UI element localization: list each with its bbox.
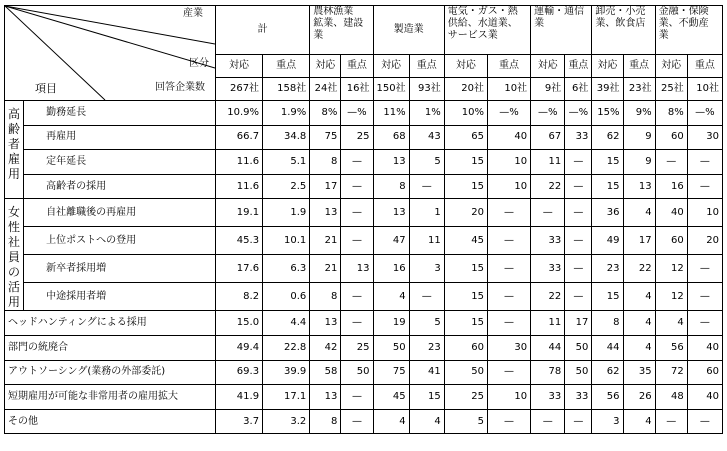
- value-cell: —%: [687, 101, 722, 126]
- value-cell: —: [487, 255, 530, 283]
- value-cell: 13: [623, 174, 655, 199]
- group-label-char: 用: [8, 167, 21, 181]
- group-label-cell: [5, 199, 24, 311]
- value-cell: —: [409, 174, 444, 199]
- value-cell: 16: [655, 174, 687, 199]
- value-cell: —: [655, 150, 687, 175]
- group-label-char: 活: [8, 280, 21, 295]
- value-cell: —: [487, 199, 530, 227]
- row-label: その他: [5, 409, 216, 434]
- value-cell: 10: [687, 199, 722, 227]
- industry-transport-label: 運輸・通信 業: [534, 6, 585, 29]
- value-cell: —: [565, 174, 592, 199]
- value-cell: 60: [655, 125, 687, 150]
- table-row: [5, 150, 723, 175]
- juten-header: 重点: [263, 55, 310, 78]
- kubun-label: 区分: [189, 58, 209, 69]
- diagonal-header-cell: [5, 6, 216, 101]
- value-cell: —: [341, 174, 373, 199]
- value-cell: —%: [565, 101, 592, 126]
- value-cell: —: [565, 150, 592, 175]
- row-label: 中途採用者増: [24, 283, 216, 311]
- value-cell: 50: [373, 335, 409, 360]
- juten-header: 重点: [487, 55, 530, 78]
- value-cell: 43: [409, 125, 444, 150]
- value-cell: 69.3: [215, 360, 262, 385]
- value-cell: 4: [373, 283, 409, 311]
- taio-header: 対応: [592, 55, 623, 78]
- value-cell: 11%: [373, 101, 409, 126]
- value-cell: 11.6: [215, 174, 262, 199]
- value-cell: 5: [409, 150, 444, 175]
- value-cell: 48: [655, 385, 687, 410]
- table-row: [5, 101, 723, 126]
- value-cell: 56: [655, 335, 687, 360]
- value-cell: 17.1: [263, 385, 310, 410]
- value-cell: 33: [531, 227, 565, 255]
- table-row: [5, 409, 723, 434]
- value-cell: 13: [310, 385, 341, 410]
- value-cell: 3.7: [215, 409, 262, 434]
- value-cell: —: [341, 385, 373, 410]
- value-cell: —%: [531, 101, 565, 126]
- value-cell: —: [687, 174, 722, 199]
- row-label: 新卒者採用増: [24, 255, 216, 283]
- value-cell: 66.7: [215, 125, 262, 150]
- row-label: 高齢者の採用: [24, 174, 216, 199]
- row-label: 勤務延長: [24, 101, 216, 126]
- value-cell: —: [687, 311, 722, 336]
- table-row: [5, 174, 723, 199]
- table-row: [5, 199, 723, 227]
- value-cell: 4: [623, 199, 655, 227]
- value-cell: 4: [373, 409, 409, 434]
- value-cell: —: [487, 283, 530, 311]
- row-label: アウトソーシング(業務の外部委託): [5, 360, 216, 385]
- value-cell: 15: [444, 150, 487, 175]
- value-cell: 26: [623, 385, 655, 410]
- value-cell: 75: [310, 125, 341, 150]
- value-cell: 49.4: [215, 335, 262, 360]
- value-cell: —: [687, 150, 722, 175]
- value-cell: —: [487, 409, 530, 434]
- value-cell: —: [341, 199, 373, 227]
- industry-finance-label: 金融・保険 業、不動産 業: [658, 6, 709, 41]
- row-label: 自社離職後の再雇用: [24, 199, 216, 227]
- taio-header: 対応: [531, 55, 565, 78]
- value-cell: 0.6: [263, 283, 310, 311]
- komoku-label: 項目: [35, 82, 57, 95]
- value-cell: 15.0: [215, 311, 262, 336]
- value-cell: 33: [531, 255, 565, 283]
- value-cell: 19.1: [215, 199, 262, 227]
- value-cell: 41.9: [215, 385, 262, 410]
- value-cell: —: [565, 255, 592, 283]
- value-cell: —: [341, 150, 373, 175]
- taio-header: 対応: [310, 55, 341, 78]
- industry-agri: [310, 6, 373, 55]
- group-label-char: 高: [8, 107, 21, 121]
- value-cell: 62: [592, 125, 623, 150]
- value-cell: 4: [655, 311, 687, 336]
- value-cell: 9: [623, 125, 655, 150]
- value-cell: 30: [687, 125, 722, 150]
- value-cell: 17.6: [215, 255, 262, 283]
- value-cell: 17: [565, 311, 592, 336]
- value-cell: 4.4: [263, 311, 310, 336]
- count-cell: 39社: [592, 78, 623, 101]
- value-cell: 40: [487, 125, 530, 150]
- value-cell: 45.3: [215, 227, 262, 255]
- industry-agri-label: 農林漁業 鉱業、建設 業: [313, 6, 364, 41]
- value-cell: 40: [655, 199, 687, 227]
- value-cell: 8.2: [215, 283, 262, 311]
- value-cell: 1%: [409, 101, 444, 126]
- group-label-char: 性: [8, 220, 21, 235]
- value-cell: —: [341, 227, 373, 255]
- value-cell: 50: [565, 335, 592, 360]
- industry-manufacturing: 製造業: [373, 6, 444, 55]
- juten-header: 重点: [409, 55, 444, 78]
- group-label-char: 女: [8, 205, 21, 220]
- group-label-char: 雇: [8, 152, 21, 166]
- value-cell: 56: [592, 385, 623, 410]
- value-cell: 23: [592, 255, 623, 283]
- value-cell: 21: [310, 255, 341, 283]
- group-label-char: 齢: [8, 122, 21, 136]
- value-cell: —: [341, 283, 373, 311]
- row-label: ヘッドハンティングによる採用: [5, 311, 216, 336]
- group-label-char: 社: [8, 235, 21, 250]
- table-row: [5, 360, 723, 385]
- value-cell: 33: [565, 125, 592, 150]
- value-cell: —%: [487, 101, 530, 126]
- value-cell: 10%: [444, 101, 487, 126]
- row-label: 上位ポストへの登用: [24, 227, 216, 255]
- row-label: 再雇用: [24, 125, 216, 150]
- value-cell: 20: [444, 199, 487, 227]
- value-cell: 9%: [623, 101, 655, 126]
- value-cell: 3: [409, 255, 444, 283]
- value-cell: 8: [592, 311, 623, 336]
- value-cell: 67: [531, 125, 565, 150]
- value-cell: 15: [444, 283, 487, 311]
- value-cell: 62: [592, 360, 623, 385]
- value-cell: 15: [592, 283, 623, 311]
- count-cell: 10社: [487, 78, 530, 101]
- value-cell: —: [341, 311, 373, 336]
- value-cell: 35: [623, 360, 655, 385]
- value-cell: 15: [592, 174, 623, 199]
- value-cell: 10.9%: [215, 101, 262, 126]
- value-cell: —: [687, 255, 722, 283]
- count-cell: 158社: [263, 78, 310, 101]
- value-cell: —: [565, 199, 592, 227]
- value-cell: 75: [373, 360, 409, 385]
- value-cell: 8%: [655, 101, 687, 126]
- value-cell: 25: [341, 125, 373, 150]
- value-cell: 21: [310, 227, 341, 255]
- count-cell: 23社: [623, 78, 655, 101]
- industry-retail: [592, 6, 655, 55]
- sangyo-label: 産業: [183, 8, 203, 19]
- value-cell: 15: [409, 385, 444, 410]
- count-cell: 93社: [409, 78, 444, 101]
- count-cell: 6社: [565, 78, 592, 101]
- data-body: [5, 101, 723, 434]
- table-row: [5, 385, 723, 410]
- juten-header: 重点: [565, 55, 592, 78]
- value-cell: 10: [487, 150, 530, 175]
- value-cell: 11: [409, 227, 444, 255]
- juten-header: 重点: [687, 55, 722, 78]
- value-cell: 47: [373, 227, 409, 255]
- value-cell: 78: [531, 360, 565, 385]
- value-cell: 8: [310, 409, 341, 434]
- group-label-cell: [5, 101, 24, 199]
- value-cell: 4: [623, 311, 655, 336]
- value-cell: —: [687, 283, 722, 311]
- value-cell: 36: [592, 199, 623, 227]
- group-label-char: 者: [8, 137, 21, 151]
- value-cell: 34.8: [263, 125, 310, 150]
- value-cell: 15: [444, 174, 487, 199]
- value-cell: 8: [310, 283, 341, 311]
- value-cell: 49: [592, 227, 623, 255]
- group-label-char: 用: [8, 295, 21, 310]
- count-cell: 150社: [373, 78, 409, 101]
- value-cell: 30: [487, 335, 530, 360]
- value-cell: —: [487, 227, 530, 255]
- taio-header: 対応: [215, 55, 262, 78]
- industry-transport: [531, 6, 592, 55]
- value-cell: 10: [487, 174, 530, 199]
- value-cell: 2.5: [263, 174, 310, 199]
- group-label-char: の: [8, 265, 21, 280]
- value-cell: —: [487, 360, 530, 385]
- value-cell: 8%: [310, 101, 341, 126]
- value-cell: 13: [373, 199, 409, 227]
- value-cell: —: [687, 409, 722, 434]
- count-cell: 25社: [655, 78, 687, 101]
- count-cell: 20社: [444, 78, 487, 101]
- value-cell: 22: [623, 255, 655, 283]
- value-cell: 22: [531, 283, 565, 311]
- value-cell: —: [487, 311, 530, 336]
- count-cell: 16社: [341, 78, 373, 101]
- value-cell: 44: [592, 335, 623, 360]
- value-cell: 45: [373, 385, 409, 410]
- value-cell: 17: [623, 227, 655, 255]
- value-cell: 65: [444, 125, 487, 150]
- value-cell: —%: [341, 101, 373, 126]
- value-cell: —: [531, 409, 565, 434]
- value-cell: 60: [687, 360, 722, 385]
- value-cell: 4: [623, 409, 655, 434]
- count-cell: 9社: [531, 78, 565, 101]
- value-cell: 58: [310, 360, 341, 385]
- table-row: [5, 227, 723, 255]
- value-cell: 33: [531, 385, 565, 410]
- value-cell: 3: [592, 409, 623, 434]
- value-cell: 13: [341, 255, 373, 283]
- value-cell: —: [655, 409, 687, 434]
- value-cell: 11: [531, 150, 565, 175]
- value-cell: 40: [687, 385, 722, 410]
- value-cell: 50: [565, 360, 592, 385]
- value-cell: 16: [373, 255, 409, 283]
- juten-header: 重点: [623, 55, 655, 78]
- value-cell: 50: [444, 360, 487, 385]
- value-cell: 15: [592, 150, 623, 175]
- value-cell: 12: [655, 283, 687, 311]
- value-cell: —: [565, 409, 592, 434]
- value-cell: 11.6: [215, 150, 262, 175]
- value-cell: 11: [531, 311, 565, 336]
- value-cell: 5: [409, 311, 444, 336]
- value-cell: 1: [409, 199, 444, 227]
- value-cell: 25: [341, 335, 373, 360]
- value-cell: 13: [373, 150, 409, 175]
- value-cell: 1.9%: [263, 101, 310, 126]
- value-cell: 15%: [592, 101, 623, 126]
- juten-header: 重点: [341, 55, 373, 78]
- value-cell: 13: [310, 199, 341, 227]
- value-cell: 10.1: [263, 227, 310, 255]
- value-cell: 4: [409, 409, 444, 434]
- value-cell: 5: [444, 409, 487, 434]
- value-cell: 15: [444, 255, 487, 283]
- value-cell: 22: [531, 174, 565, 199]
- value-cell: 9: [623, 150, 655, 175]
- count-cell: 24社: [310, 78, 341, 101]
- value-cell: 1.9: [263, 199, 310, 227]
- value-cell: —: [409, 283, 444, 311]
- value-cell: 3.2: [263, 409, 310, 434]
- industry-header-row: [5, 6, 723, 55]
- value-cell: 40: [687, 335, 722, 360]
- industry-total: 計: [215, 6, 309, 55]
- value-cell: 44: [531, 335, 565, 360]
- value-cell: 10: [487, 385, 530, 410]
- row-label: 定年延長: [24, 150, 216, 175]
- taio-header: 対応: [373, 55, 409, 78]
- value-cell: 72: [655, 360, 687, 385]
- value-cell: 15: [444, 311, 487, 336]
- value-cell: 19: [373, 311, 409, 336]
- value-cell: 20: [687, 227, 722, 255]
- value-cell: 50: [341, 360, 373, 385]
- value-cell: 23: [409, 335, 444, 360]
- table-row: [5, 255, 723, 283]
- value-cell: —: [341, 409, 373, 434]
- value-cell: 22.8: [263, 335, 310, 360]
- survey-table: [4, 5, 723, 434]
- value-cell: —: [531, 199, 565, 227]
- group-label-char: 員: [8, 250, 21, 265]
- value-cell: —: [565, 283, 592, 311]
- table-row: [5, 335, 723, 360]
- value-cell: 42: [310, 335, 341, 360]
- value-cell: 8: [373, 174, 409, 199]
- row-label: 短期雇用が可能な非常用者の雇用拡大: [5, 385, 216, 410]
- table-row: [5, 311, 723, 336]
- value-cell: 12: [655, 255, 687, 283]
- value-cell: 33: [565, 385, 592, 410]
- value-cell: 68: [373, 125, 409, 150]
- kaito-label: 回答企業数: [155, 82, 205, 93]
- value-cell: 41: [409, 360, 444, 385]
- row-label: 部門の統廃合: [5, 335, 216, 360]
- value-cell: 25: [444, 385, 487, 410]
- table-row: [5, 283, 723, 311]
- value-cell: 6.3: [263, 255, 310, 283]
- value-cell: 8: [310, 150, 341, 175]
- table-row: [5, 125, 723, 150]
- value-cell: —: [565, 227, 592, 255]
- count-cell: 267社: [215, 78, 262, 101]
- industry-utility: [444, 6, 530, 55]
- taio-header: 対応: [444, 55, 487, 78]
- count-cell: 10社: [687, 78, 722, 101]
- value-cell: 13: [310, 311, 341, 336]
- industry-retail-label: 卸売・小売 業、飲食店: [595, 6, 646, 29]
- taio-header: 対応: [655, 55, 687, 78]
- industry-finance: [655, 6, 722, 55]
- value-cell: 45: [444, 227, 487, 255]
- value-cell: 4: [623, 335, 655, 360]
- value-cell: 4: [623, 283, 655, 311]
- value-cell: 5.1: [263, 150, 310, 175]
- industry-utility-label: 電気・ガス・熱 供給、水道業、 サービス業: [447, 6, 518, 41]
- value-cell: 17: [310, 174, 341, 199]
- value-cell: 39.9: [263, 360, 310, 385]
- value-cell: 60: [655, 227, 687, 255]
- value-cell: 60: [444, 335, 487, 360]
